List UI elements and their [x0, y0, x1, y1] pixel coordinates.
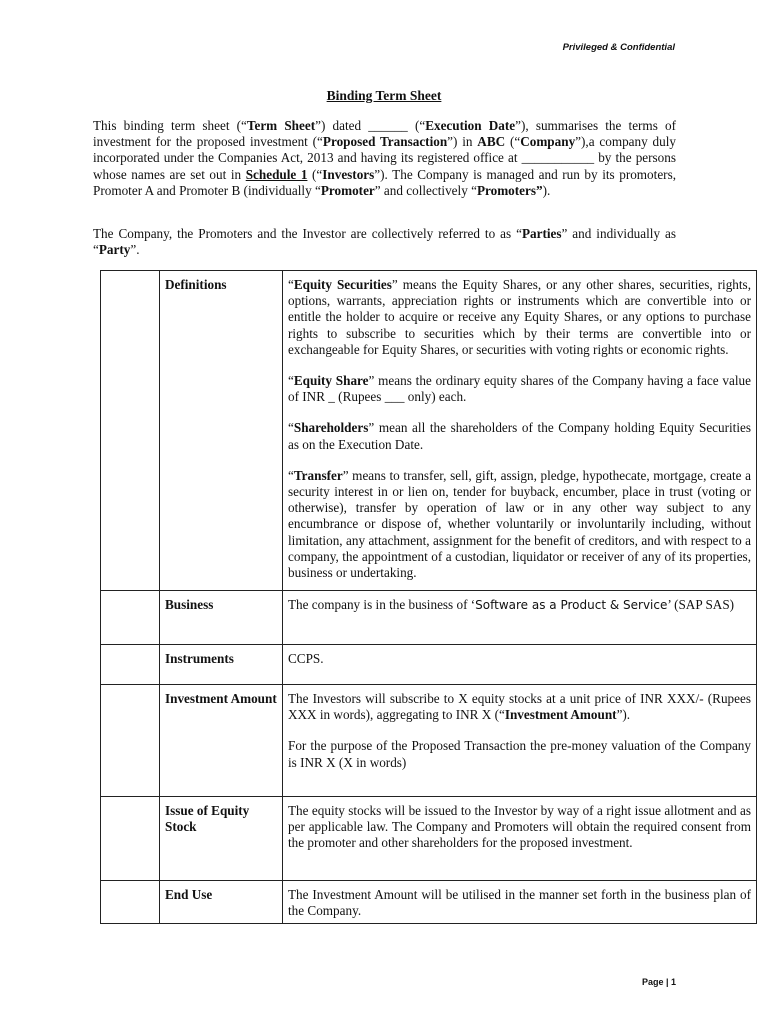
table-row	[101, 271, 757, 591]
row-number-cell	[101, 881, 160, 924]
page-number: Page | 1	[641, 977, 676, 987]
row-content: The company is in the business of ‘Software as a Product & Service’ (SAP SAS)	[283, 591, 757, 645]
table-row	[101, 797, 757, 881]
table-row	[101, 645, 757, 685]
row-label: Business	[160, 591, 283, 645]
document-title: Binding Term Sheet	[326, 88, 442, 103]
term-sheet-table	[100, 270, 757, 924]
row-content	[283, 271, 757, 591]
row-content: The Investment Amount will be utilised in the manner set forth in the business plan of the Company.	[283, 881, 757, 924]
row-number-cell	[101, 591, 160, 645]
row-content	[283, 685, 757, 797]
definition-equity-securities: “Equity Securities” means the Equity Shares, or any other shares, securities, rights, options, warrants, appreciation rights or instruments which are convertible into or entitle the holder to acquire or receive any Equity Shares, or any options to purchase rights to subscribe to securities which by their terms are convertible into or exchangeable for Equity Shares, or securities with voting rights or economic rights.	[288, 277, 751, 357]
row-label: Investment Amount	[160, 685, 283, 797]
definition-shareholders: “Shareholders” mean all the shareholders of the Company holding Equity Securities as on the Execution Date.	[288, 420, 751, 452]
row-number-cell	[101, 797, 160, 881]
confidentiality-note: Privileged & Confidential	[562, 42, 675, 53]
row-label: Issue of Equity Stock	[160, 797, 283, 881]
row-number-cell	[101, 685, 160, 797]
row-label: Definitions	[160, 271, 283, 591]
parties-paragraph: The Company, the Promoters and the Investor are collectively referred to as “Parties” and individually as “Party”.	[93, 226, 676, 258]
investment-terms: The Investors will subscribe to X equity stocks at a unit price of INR XXX/- (Rupees XXX in words), aggregating to INR X (“Investment Amount”).	[288, 691, 751, 723]
table-row	[101, 685, 757, 797]
row-content: The equity stocks will be issued to the Investor by way of a right issue allotment and as per applicable law. The Company and Promoters will obtain the required consent from the promoter and other shareholders for the proposed investment.	[283, 797, 757, 881]
row-label: End Use	[160, 881, 283, 924]
intro-paragraph: This binding term sheet (“Term Sheet”) dated ______ (“Execution Date”), summarises the terms of investment for the proposed investment (“Proposed Transaction”) in ABC (“Company”),a company duly incorporated under the Companies Act, 2013 and having its registered office at ___________ by the persons whose names are set out in Schedule 1 (“Investors”). The Company is managed and run by its promoters, Promoter A and Promoter B (individually “Promoter” and collectively “Promoters”).	[93, 118, 676, 198]
definition-equity-share: “Equity Share” means the ordinary equity shares of the Company having a face value of INR _ (Rupees ___ only) each.	[288, 373, 751, 405]
valuation-terms: For the purpose of the Proposed Transaction the pre-money valuation of the Company is INR X (X in words)	[288, 738, 751, 770]
row-content: CCPS.	[283, 645, 757, 685]
table-row	[101, 591, 757, 645]
row-label: Instruments	[160, 645, 283, 685]
row-number-cell	[101, 271, 160, 591]
row-number-cell	[101, 645, 160, 685]
definition-transfer: “Transfer” means to transfer, sell, gift, assign, pledge, hypothecate, mortgage, create a security interest in or lien on, tender for buyback, encumber, place in trust (voting or otherwise), transfer by operation of law or in any other way subject to any encumbrance or dispose of, whether voluntarily or involuntarily including, without limitation, any attachment, assignment for the benefit of creditors, and with respect to a company, the appointment of a custodian, liquidator or receiver of any of its properties, business or undertaking.	[288, 467, 751, 581]
table-row	[101, 881, 757, 924]
